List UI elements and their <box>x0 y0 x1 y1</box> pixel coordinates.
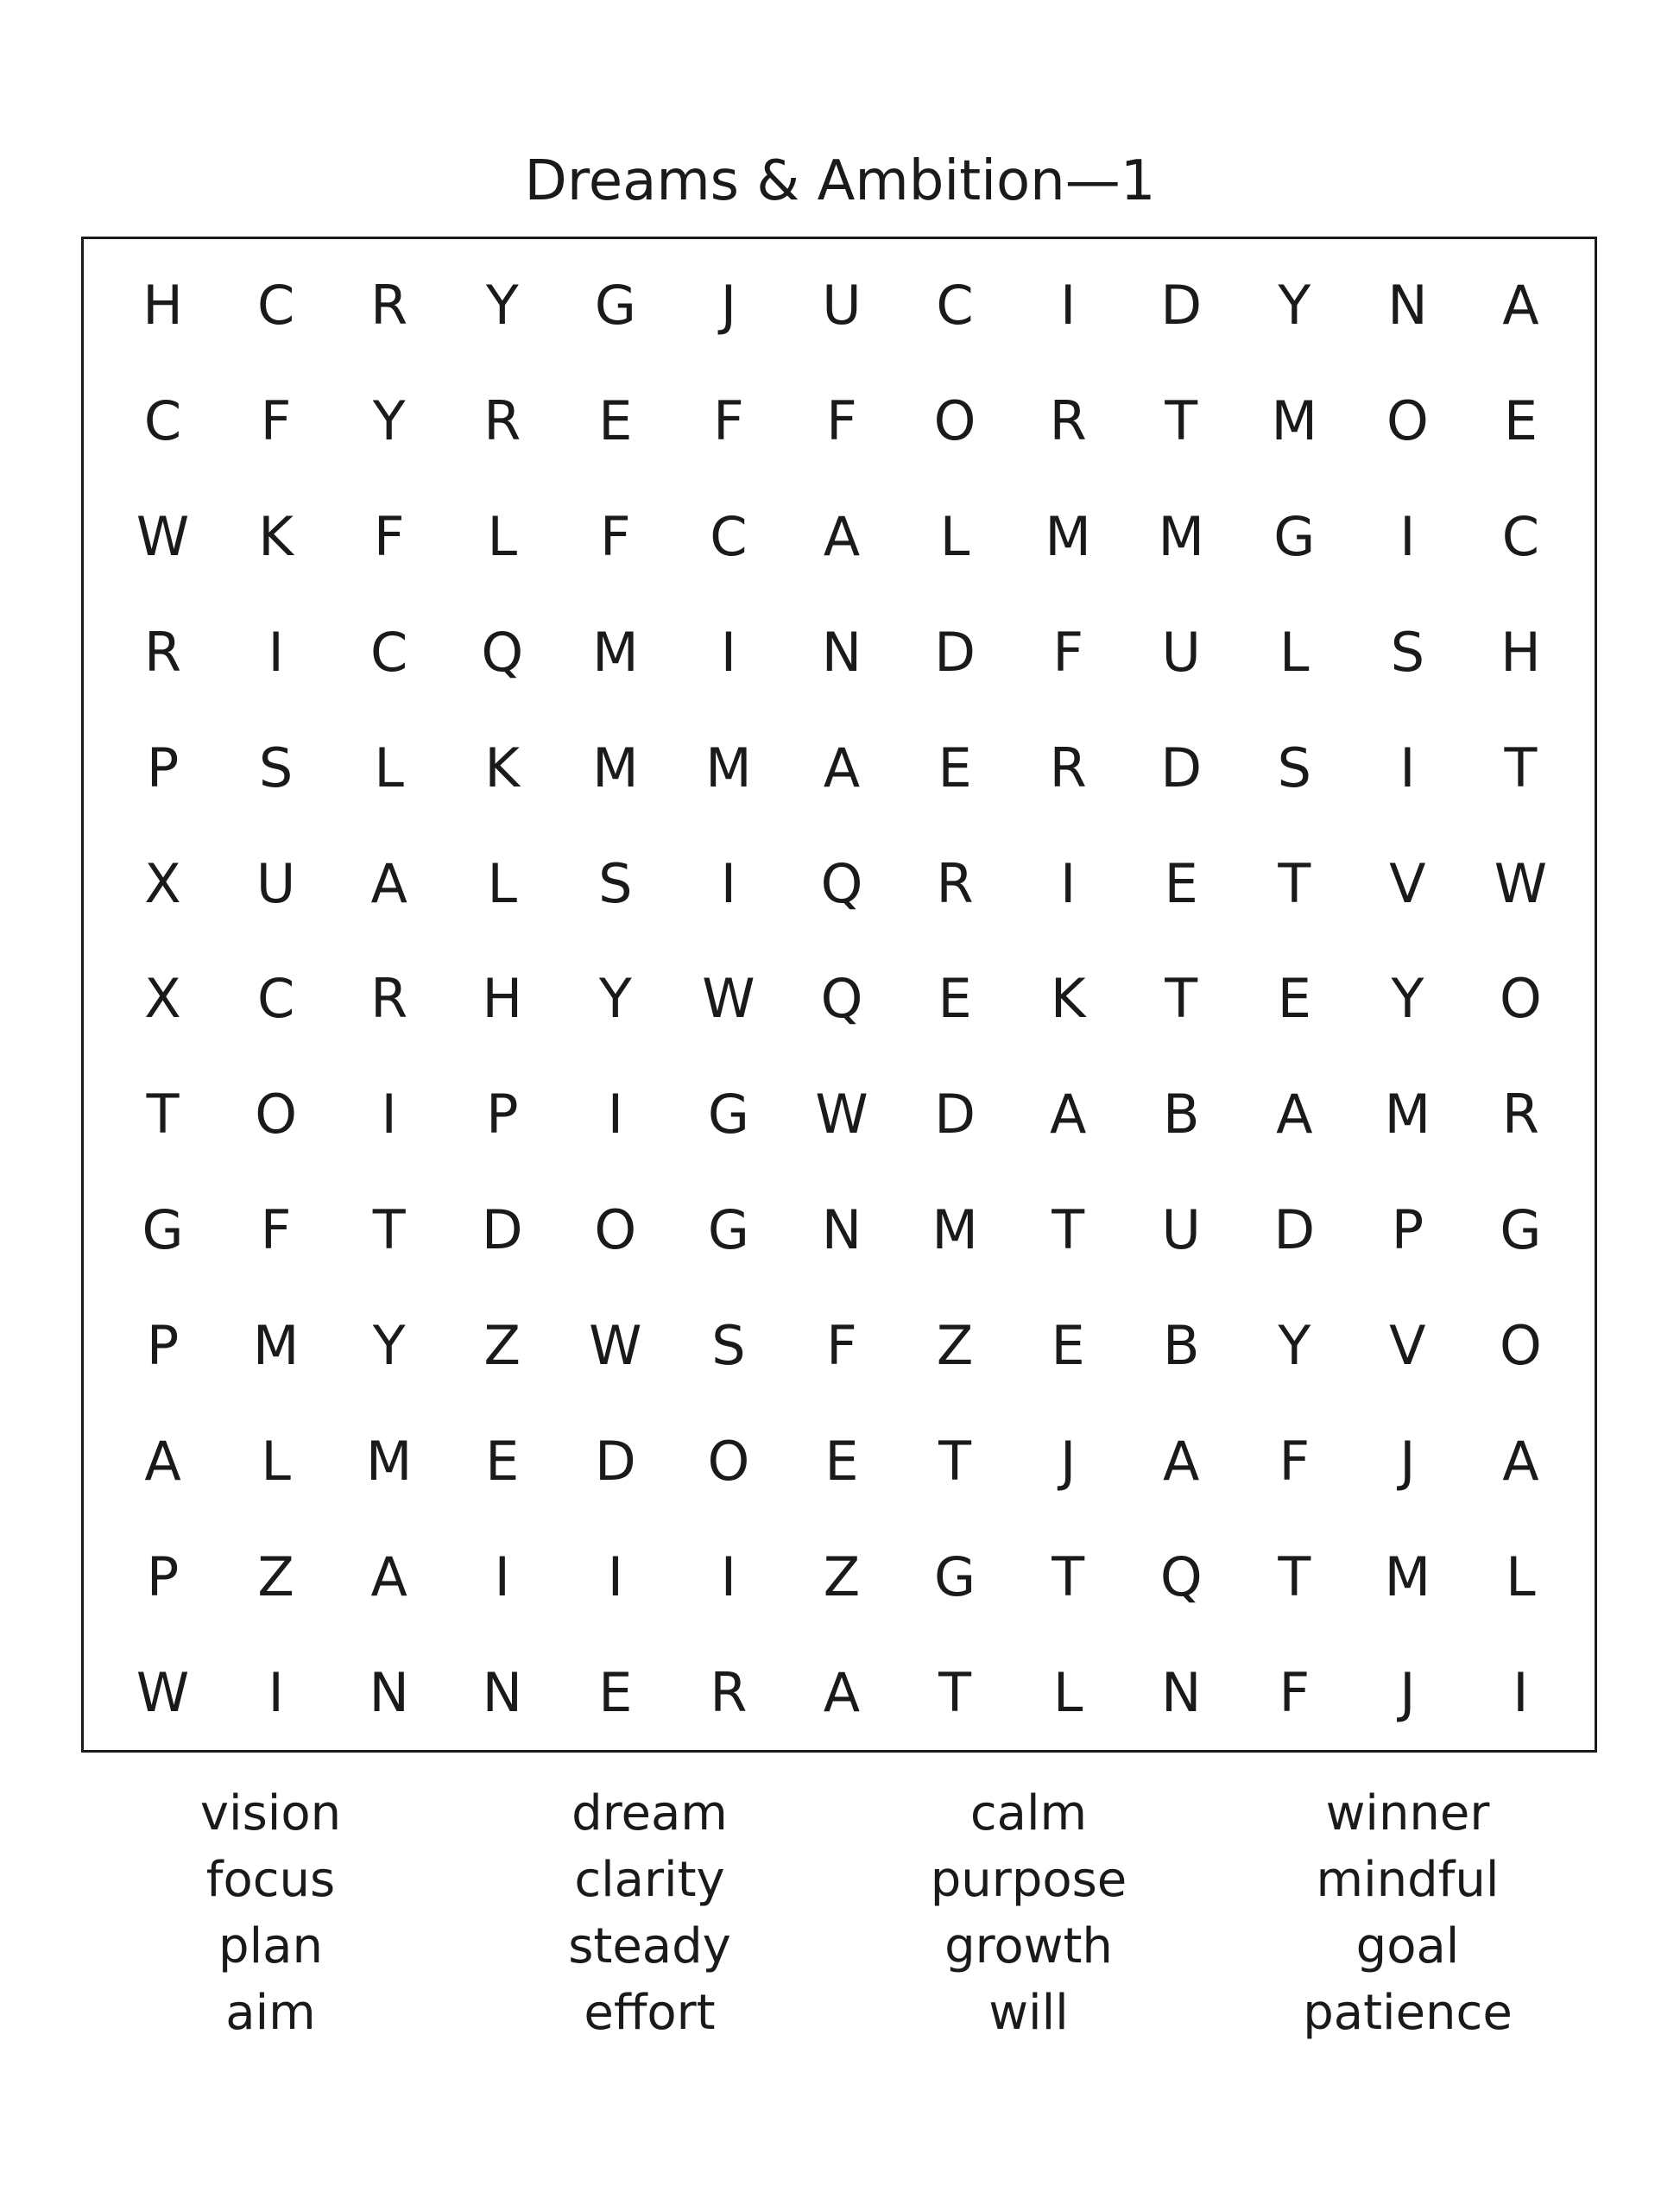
grid-letter[interactable]: Z <box>483 1314 521 1378</box>
grid-letter[interactable]: Q <box>481 620 524 684</box>
grid-letter[interactable]: A <box>370 851 407 915</box>
grid-letter[interactable]: R <box>710 1660 748 1724</box>
grid-letter[interactable]: I <box>720 851 737 915</box>
word-list-item: steady <box>568 1918 731 1974</box>
grid-letter[interactable]: G <box>142 1198 184 1262</box>
grid-letter[interactable]: N <box>821 1198 862 1262</box>
grid-letter[interactable]: P <box>146 1545 180 1608</box>
grid-letter[interactable]: I <box>720 1545 737 1608</box>
word-list-item: mindful <box>1316 1852 1500 1908</box>
grid-letter[interactable]: S <box>258 736 294 799</box>
grid-letter[interactable]: L <box>487 505 518 569</box>
grid-letter[interactable]: M <box>705 736 752 799</box>
grid-letter[interactable]: Z <box>257 1545 294 1608</box>
grid-letter[interactable]: O <box>594 1198 637 1262</box>
grid-letter[interactable]: F <box>1279 1660 1311 1724</box>
grid-letter[interactable]: R <box>370 274 408 338</box>
grid-letter[interactable]: I <box>1399 736 1416 799</box>
word-list-item: will <box>988 1985 1069 2041</box>
grid-letter[interactable]: D <box>1160 736 1203 799</box>
grid-letter[interactable]: Y <box>598 967 632 1031</box>
grid-letter[interactable]: T <box>1504 736 1538 799</box>
grid-letter[interactable]: Z <box>936 1314 974 1378</box>
grid-letter[interactable]: N <box>482 1660 522 1724</box>
grid-letter[interactable]: I <box>1399 505 1416 569</box>
grid-letter[interactable]: I <box>720 620 737 684</box>
grid-letter[interactable]: H <box>482 967 523 1031</box>
grid-letter[interactable]: M <box>592 736 639 799</box>
grid-letter[interactable]: Y <box>1278 1314 1311 1378</box>
grid-letter[interactable]: S <box>1390 620 1425 684</box>
grid-letter[interactable]: V <box>1389 851 1426 915</box>
grid-letter[interactable]: X <box>144 851 181 915</box>
word-list-item: growth <box>944 1918 1113 1974</box>
grid-letter[interactable]: J <box>1060 1429 1077 1493</box>
grid-letter[interactable]: I <box>381 1083 397 1147</box>
grid-letter[interactable]: W <box>702 967 755 1031</box>
grid-letter[interactable]: U <box>1161 1198 1201 1262</box>
grid-letter[interactable]: Y <box>1278 274 1311 338</box>
grid-letter[interactable]: Q <box>1159 1545 1203 1608</box>
grid-letter[interactable]: W <box>815 1083 868 1147</box>
grid-letter[interactable]: G <box>934 1545 976 1608</box>
grid-letter[interactable]: L <box>939 505 970 569</box>
word-list-column <box>1218 1780 1597 2046</box>
grid-letter[interactable]: M <box>252 1314 300 1378</box>
grid-letter[interactable]: L <box>487 851 518 915</box>
grid-letter[interactable]: F <box>260 1198 292 1262</box>
grid-letter[interactable]: A <box>370 1545 407 1608</box>
grid-letter[interactable]: E <box>1277 967 1311 1031</box>
grid-letter[interactable]: O <box>1500 967 1542 1031</box>
grid-letter[interactable]: I <box>268 620 284 684</box>
word-list-item: patience <box>1303 1985 1513 2041</box>
grid-letter[interactable]: A <box>1163 1429 1200 1493</box>
grid-letter[interactable]: S <box>1277 736 1311 799</box>
grid-letter[interactable]: G <box>1500 1198 1542 1262</box>
grid-letter[interactable]: Y <box>1391 967 1424 1031</box>
grid-letter[interactable]: C <box>370 620 408 684</box>
grid-letter[interactable]: L <box>1279 620 1310 684</box>
grid-letter[interactable]: D <box>1160 274 1203 338</box>
word-list-item: purpose <box>930 1852 1127 1908</box>
grid-letter[interactable]: R <box>1049 736 1087 799</box>
grid-letter[interactable]: T <box>1278 1545 1311 1608</box>
grid-letter[interactable]: I <box>1060 274 1077 338</box>
grid-letter[interactable]: M <box>1158 505 1204 569</box>
grid-letter[interactable]: K <box>1050 967 1086 1031</box>
grid-letter[interactable]: T <box>1165 389 1198 453</box>
grid-letter[interactable]: R <box>483 389 521 453</box>
grid-letter[interactable]: T <box>146 1083 180 1147</box>
word-list-item: clarity <box>574 1852 725 1908</box>
grid-letter[interactable]: W <box>136 505 190 569</box>
grid-letter[interactable]: T <box>1052 1198 1085 1262</box>
grid-letter[interactable]: L <box>1052 1660 1083 1724</box>
grid-letter[interactable]: F <box>1052 620 1083 684</box>
grid-letter[interactable]: Z <box>823 1545 861 1608</box>
grid-letter[interactable]: A <box>1502 274 1539 338</box>
grid-letter[interactable]: R <box>1501 1083 1539 1147</box>
grid-letter[interactable]: T <box>938 1429 971 1493</box>
grid-letter[interactable]: M <box>592 620 639 684</box>
grid-letter[interactable]: E <box>1503 389 1538 453</box>
grid-letter[interactable]: F <box>713 389 744 453</box>
word-list-item: dream <box>572 1785 728 1841</box>
grid-letter[interactable]: A <box>1502 1429 1539 1493</box>
grid-letter[interactable]: S <box>598 851 633 915</box>
grid-letter[interactable]: P <box>486 1083 519 1147</box>
grid-letter[interactable]: W <box>136 1660 190 1724</box>
grid-letter[interactable]: F <box>1279 1429 1311 1493</box>
grid-letter[interactable]: B <box>1162 1083 1200 1147</box>
grid-letter[interactable]: A <box>144 1429 181 1493</box>
grid-letter[interactable]: M <box>1271 389 1318 453</box>
grid-letter[interactable]: O <box>933 389 976 453</box>
grid-letter[interactable]: D <box>934 620 976 684</box>
grid-letter[interactable]: P <box>1391 1198 1424 1262</box>
grid-letter[interactable]: F <box>260 389 292 453</box>
grid-letter[interactable]: I <box>494 1545 510 1608</box>
grid-letter[interactable]: L <box>261 1429 291 1493</box>
grid-letter[interactable]: D <box>934 1083 976 1147</box>
grid-letter[interactable]: I <box>607 1545 623 1608</box>
grid-letter[interactable]: C <box>143 389 182 453</box>
grid-letter[interactable]: F <box>826 389 857 453</box>
grid-letter[interactable]: E <box>938 967 972 1031</box>
grid-letter[interactable]: R <box>143 620 182 684</box>
grid-letter[interactable]: J <box>1399 1429 1416 1493</box>
grid-letter[interactable]: O <box>255 1083 297 1147</box>
grid-letter[interactable]: L <box>1506 1545 1536 1608</box>
grid-letter[interactable]: D <box>594 1429 636 1493</box>
word-list-item: calm <box>969 1785 1088 1841</box>
grid-letter[interactable]: G <box>1273 505 1316 569</box>
grid-letter[interactable]: F <box>826 1314 857 1378</box>
word-list-item: aim <box>225 1985 316 2041</box>
word-list-item: focus <box>205 1852 336 1908</box>
grid-letter[interactable]: C <box>256 274 295 338</box>
grid-letter[interactable]: A <box>1276 1083 1313 1147</box>
grid-letter[interactable]: Y <box>372 389 406 453</box>
grid-letter[interactable]: K <box>258 505 294 569</box>
grid-letter[interactable]: C <box>1501 505 1540 569</box>
grid-letter[interactable]: D <box>1273 1198 1316 1262</box>
grid-letter[interactable]: Y <box>372 1314 406 1378</box>
page-title: Dreams & Ambition—1 <box>524 149 1156 213</box>
grid-letter[interactable]: I <box>607 1083 623 1147</box>
grid-letter[interactable]: A <box>1049 1083 1087 1147</box>
grid-letter[interactable]: L <box>374 736 404 799</box>
word-list-column <box>81 1780 460 2046</box>
grid-letter[interactable]: E <box>598 389 633 453</box>
grid-letter[interactable]: E <box>1164 851 1198 915</box>
puzzle-grid-border <box>81 237 1597 1753</box>
grid-letter[interactable]: I <box>268 1660 284 1724</box>
grid-letter[interactable]: U <box>1161 620 1201 684</box>
grid-letter[interactable]: O <box>707 1429 750 1493</box>
grid-letter[interactable]: A <box>823 736 861 799</box>
grid-letter[interactable]: M <box>1045 505 1091 569</box>
grid-letter[interactable]: M <box>1384 1545 1431 1608</box>
word-list-item: winner <box>1325 1785 1490 1841</box>
word-list <box>81 1780 1597 2046</box>
word-list-column <box>839 1780 1218 2046</box>
grid-letter[interactable]: J <box>720 274 737 338</box>
grid-letter[interactable]: U <box>256 851 296 915</box>
grid-letter[interactable]: F <box>373 505 405 569</box>
grid-letter[interactable]: M <box>1384 1083 1431 1147</box>
grid-letter[interactable]: P <box>146 736 180 799</box>
grid-letter[interactable]: Y <box>485 274 519 338</box>
word-list-item: goal <box>1355 1918 1460 1974</box>
grid-letter[interactable]: M <box>365 1429 413 1493</box>
grid-letter[interactable]: I <box>1060 851 1077 915</box>
grid-letter[interactable]: O <box>1386 389 1429 453</box>
grid-letter[interactable]: R <box>936 851 974 915</box>
word-list-item: effort <box>584 1985 716 2041</box>
grid-letter[interactable]: T <box>1278 851 1311 915</box>
grid-letter[interactable]: U <box>822 274 862 338</box>
grid-letter[interactable]: A <box>823 1660 861 1724</box>
grid-letter[interactable]: J <box>1399 1660 1416 1724</box>
grid-letter[interactable]: H <box>142 274 183 338</box>
grid-letter[interactable]: C <box>936 274 974 338</box>
grid-letter[interactable]: T <box>1052 1545 1085 1608</box>
grid-letter[interactable]: Q <box>820 967 863 1031</box>
grid-letter[interactable]: B <box>1162 1314 1200 1378</box>
grid-letter[interactable]: D <box>481 1198 523 1262</box>
grid-letter[interactable]: N <box>369 1660 409 1724</box>
word-list-column <box>460 1780 839 2046</box>
grid-letter[interactable]: T <box>1165 967 1198 1031</box>
grid-letter[interactable]: A <box>823 505 861 569</box>
grid-letter[interactable]: T <box>372 1198 406 1262</box>
grid-letter[interactable]: I <box>1513 1660 1529 1724</box>
grid-letter[interactable]: C <box>710 505 748 569</box>
grid-letter[interactable]: X <box>144 967 181 1031</box>
word-list-item: plan <box>218 1918 323 1974</box>
grid-letter[interactable]: R <box>1049 389 1087 453</box>
grid-letter[interactable]: G <box>707 1083 749 1147</box>
grid-letter[interactable]: V <box>1389 1314 1426 1378</box>
grid-letter[interactable]: M <box>932 1198 978 1262</box>
grid-letter[interactable]: F <box>600 505 631 569</box>
grid-letter[interactable]: C <box>256 967 295 1031</box>
grid-letter[interactable]: N <box>1387 274 1428 338</box>
letter-grid <box>106 248 1577 1750</box>
grid-letter[interactable]: O <box>1500 1314 1542 1378</box>
grid-letter[interactable]: S <box>711 1314 746 1378</box>
grid-letter[interactable]: E <box>938 736 972 799</box>
grid-letter[interactable]: E <box>1051 1314 1085 1378</box>
grid-letter[interactable]: N <box>821 620 862 684</box>
grid-letter[interactable]: H <box>1500 620 1541 684</box>
grid-letter[interactable]: E <box>485 1429 520 1493</box>
grid-letter[interactable]: E <box>598 1660 633 1724</box>
grid-letter[interactable]: N <box>1161 1660 1202 1724</box>
grid-letter[interactable]: E <box>824 1429 859 1493</box>
grid-letter[interactable]: G <box>594 274 636 338</box>
grid-letter[interactable]: W <box>589 1314 642 1378</box>
grid-letter[interactable]: G <box>707 1198 749 1262</box>
grid-letter[interactable]: K <box>484 736 521 799</box>
grid-letter[interactable]: Q <box>820 851 863 915</box>
grid-letter[interactable]: P <box>146 1314 180 1378</box>
word-list-item: vision <box>199 1785 342 1841</box>
grid-letter[interactable]: R <box>370 967 408 1031</box>
grid-letter[interactable]: T <box>938 1660 971 1724</box>
grid-letter[interactable]: W <box>1494 851 1548 915</box>
